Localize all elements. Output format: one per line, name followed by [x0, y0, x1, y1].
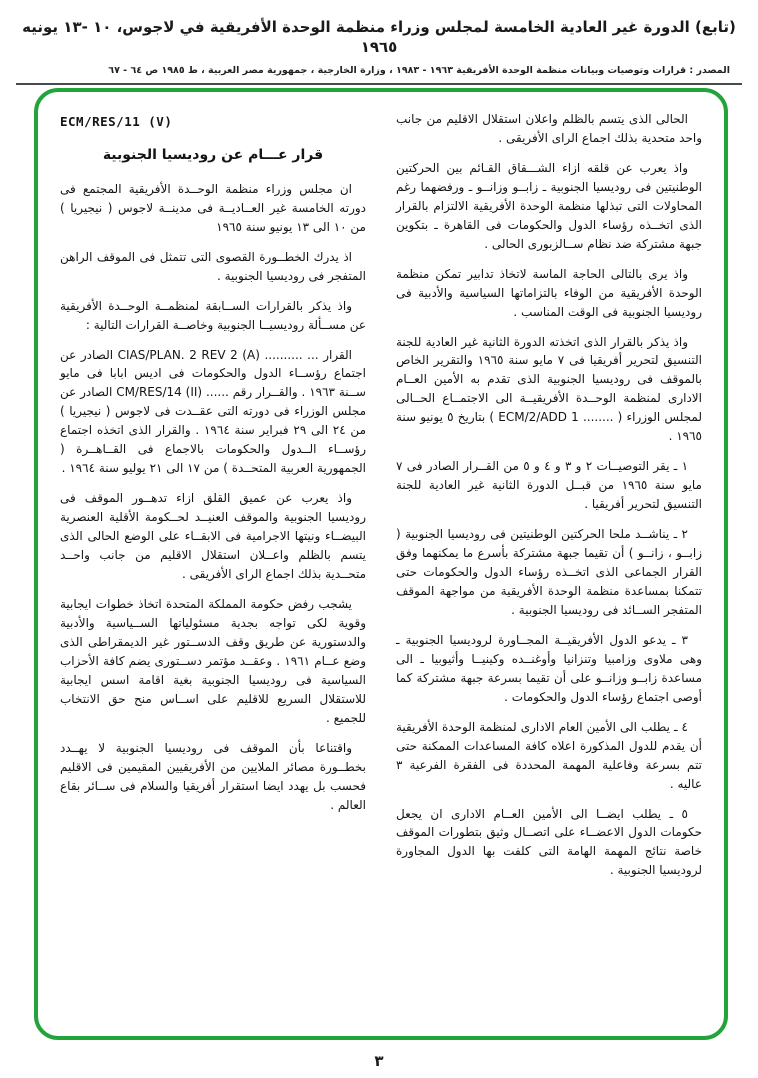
- page-number: ٣: [374, 1052, 384, 1070]
- paragraph: ١ ـ يقر التوصيــات ٢ و ٣ و ٤ و ٥ من القــرار الصادر فى ٧ مايو سنة ١٩٦٥ من قبــل الدورة الثانية غير العادية للجنة التنسيق لتحرير أفريقيا .: [396, 459, 702, 512]
- paragraph: واذ يعرب عن عميق القلق ازاء تدهــور الموقف فى روديسيا الجنوبية والموقف العنيــد لحــكومة الأقلية العنصرية البيضــاء ونيتها الاجرامية فى الابقــاء على الوضع الحالى الذى يتسم بالظلم واعــلان استقلال الاقليم من جانب واحــد متحــدية بذلك اجماع الراى الأفريقى .: [60, 491, 366, 582]
- paragraph: ٥ ـ يطلب ايضــا الى الأمين العــام الادارى ان يجعل حكومات الدول الاعضــاء على اتصــال وثيق بتطورات الموقف خاصة نتائج المهمة الهامة التى كلفت بها الدول المجاورة لروديسيا الجنوبية .: [396, 806, 702, 878]
- paragraph: ان مجلس وزراء منظمة الوحــدة الأفريقية المجتمع فى دورته الخامسة غير العــاديــة فى مدينــة لاجوس ( نيجيريا ) من ١٠ الى ١٣ يونيو سنة ١٩٦٥: [60, 181, 366, 234]
- paragraph: واذ يذكر بالقرار الذى اتخذته الدورة الثانية غير العادية للجنة التنسيق لتحرير أفريقيا فى ٧ مايو سنة ١٩٦٥ والتقرير الخاص بالموقف فى روديسيا الجنوبية الذى تقدم به الأمين العــام الادارى لمنظمة الوحــدة الأفريقيــة الى الاجتمــاع الحــالى لمجلس الوزراء ( ........ ECM/2/ADD 1 ) بتاريخ ٥ يونيو سنة ١٩٦٥ .: [396, 334, 703, 444]
- two-column-layout: [60, 110, 702, 1022]
- page-header: [0, 0, 758, 76]
- header-divider: [16, 83, 742, 85]
- column-left: [60, 110, 366, 1022]
- header-title: (تابع) الدورة غير العادية الخامسة لمجلس وزراء منظمة الوحدة الأفريقية في لاجوس، ١٠ -١٣ يونيه ١٩٦٥: [22, 18, 736, 56]
- source-line: المصدر : قرارات وتوصيات وبيانات منظمة الوحدة الأفريقية ١٩٦٣ - ١٩٨٣ ، وزارة الخارجية ، جمهورية مصر العربية ، ط ١٩٨٥ ص ٦٤ - ٦٧: [108, 65, 730, 76]
- reference-code: ECM/RES/11 (V): [60, 114, 173, 129]
- paragraph: واذ يذكر بالقرارات الســابقة لمنظمــة الوحــدة الأفريقية عن مســألة روديسيــا الجنوبية وخاصــة القرارات التالية :: [60, 298, 366, 332]
- paragraph: الحالى الذى يتسم بالظلم واعلان استقلال الاقليم من جانب واحد متحدية بذلك اجماع الراى الأفريقى .: [396, 112, 702, 145]
- paragraph: يشجب رفض حكومة المملكة المتحدة اتخاذ خطوات ايجابية وقوية لكى تواجه بجدية مسئولياتها الســياسية والأدبية والدستورية عن طريق وقف الدســتور غير الديمقراطى الذى وضع عــام ١٩٦١ . وعقــد مؤتمر دســتورى يضم كافة الأحزاب السياسية فى روديسيا الجنوبية بغية اقامة اسس ايجابية للاستقلال السريع للاقليم على اســاس منح حق الانتخاب للجميع .: [60, 596, 367, 725]
- paragraph: ٢ ـ يناشــد ملحا الحركتين الوطنيتين فى روديسيا الجنوبية ( زابــو ، زانــو ) أن تقيما جبهة مشتركة بأسرع ما يمكنهما وفق القرار الجماعى الذى اتخــذه رؤساء الدول والحكومات حتى تتمكنا بمساعدة منظمة الوحدة الأفريقية من مواجهة الموقف المتفجر الســائد فى روديسيا الجنوبية .: [396, 527, 702, 617]
- paragraph: واقتناعا بأن الموقف فى روديسيا الجنوبية لا يهــدد بخطــورة مصائر الملايين من الأفريقيين المقيمين فى الاقليم فحسب بل يهدد ايضا استقرار أفريقيا والسلام فى ســائر بقاع العالم .: [60, 740, 366, 812]
- document-title: قرار عـــام عن روديسيا الجنوبية: [102, 146, 324, 163]
- column-right: [396, 110, 702, 1022]
- paragraph: ٤ ـ يطلب الى الأمين العام الادارى لمنظمة الوحدة الأفريقية أن يقدم للدول المذكورة اعلاه كافة المساعدات الممكنة حتى تتم بسرعة وفاعلية المهمة المحددة فى الفقرة الفرعية ٣ عاليه .: [396, 719, 702, 791]
- paragraph: واذ يرى بالتالى الحاجة الماسة لاتخاذ تدابير تمكن منظمة الوحدة الأفريقية من الوفاء بالتزاماتها السياسية والأدبية فى روديسيا الجنوبية فى الوقت المناسب .: [396, 266, 702, 319]
- paragraph: واذ يعرب عن قلقه ازاء الشـــقاق القـائم بين الحركتين الوطنيتين فى روديسيا الجنوبية ـ زابــو وزانــو ـ ورفضهما رغم المحاولات التى تبذلها منظمة الوحدة الأفريقية الالتزام بالقرار الذى اتخــذه رؤساء الدول والحكومات فى القاهرة ـ بتكوين جبهة مشتركة ضد نظام ســالزبورى الحالى .: [396, 160, 702, 251]
- paragraph: القرار ... .......... CIAS/PLAN. 2 REV 2 (A) الصادر عن اجتماع رؤســاء الدول والحكومات فى اديس ابابا فى مايو ســنة ١٩٦٣ . والقــرار رقم ...... CM/RES/14 (II) الصادر عن مجلس الوزراء فى دورته التى عقــدت فى لاجوس ( نيجيريا ) من ٢٤ الى ٢٩ فبراير سنة ١٩٦٤ . والقرار الذى اتخذه اجتماع رؤســاء الــدول والحكومات بالاجماع فى القــاهــرة ( الجمهورية العربية المتحــدة ) من ١٧ الى ٢١ يوليو سنة ١٩٦٤ .: [60, 347, 366, 476]
- paragraph: اذ يدرك الخطــورة القصوى التى تتمثل فى الموقف الراهن المتفجر فى روديسيا الجنوبية .: [60, 249, 366, 283]
- document-border-box: [34, 88, 728, 1040]
- paragraph: ٣ ـ يدعو الدول الأفريقيــة المجــاورة لروديسيا الجنوبية ـ وهى ملاوى وزامبيا وتنزانيا وأوغنــده وكينيــا وأثيوبيا ـ الى مساعدة زابــو وزانــو على أن تقيما بسرعة جبهة مشتركة كما أوصى اجتماع رؤساء الدول والحكومات .: [396, 632, 702, 704]
